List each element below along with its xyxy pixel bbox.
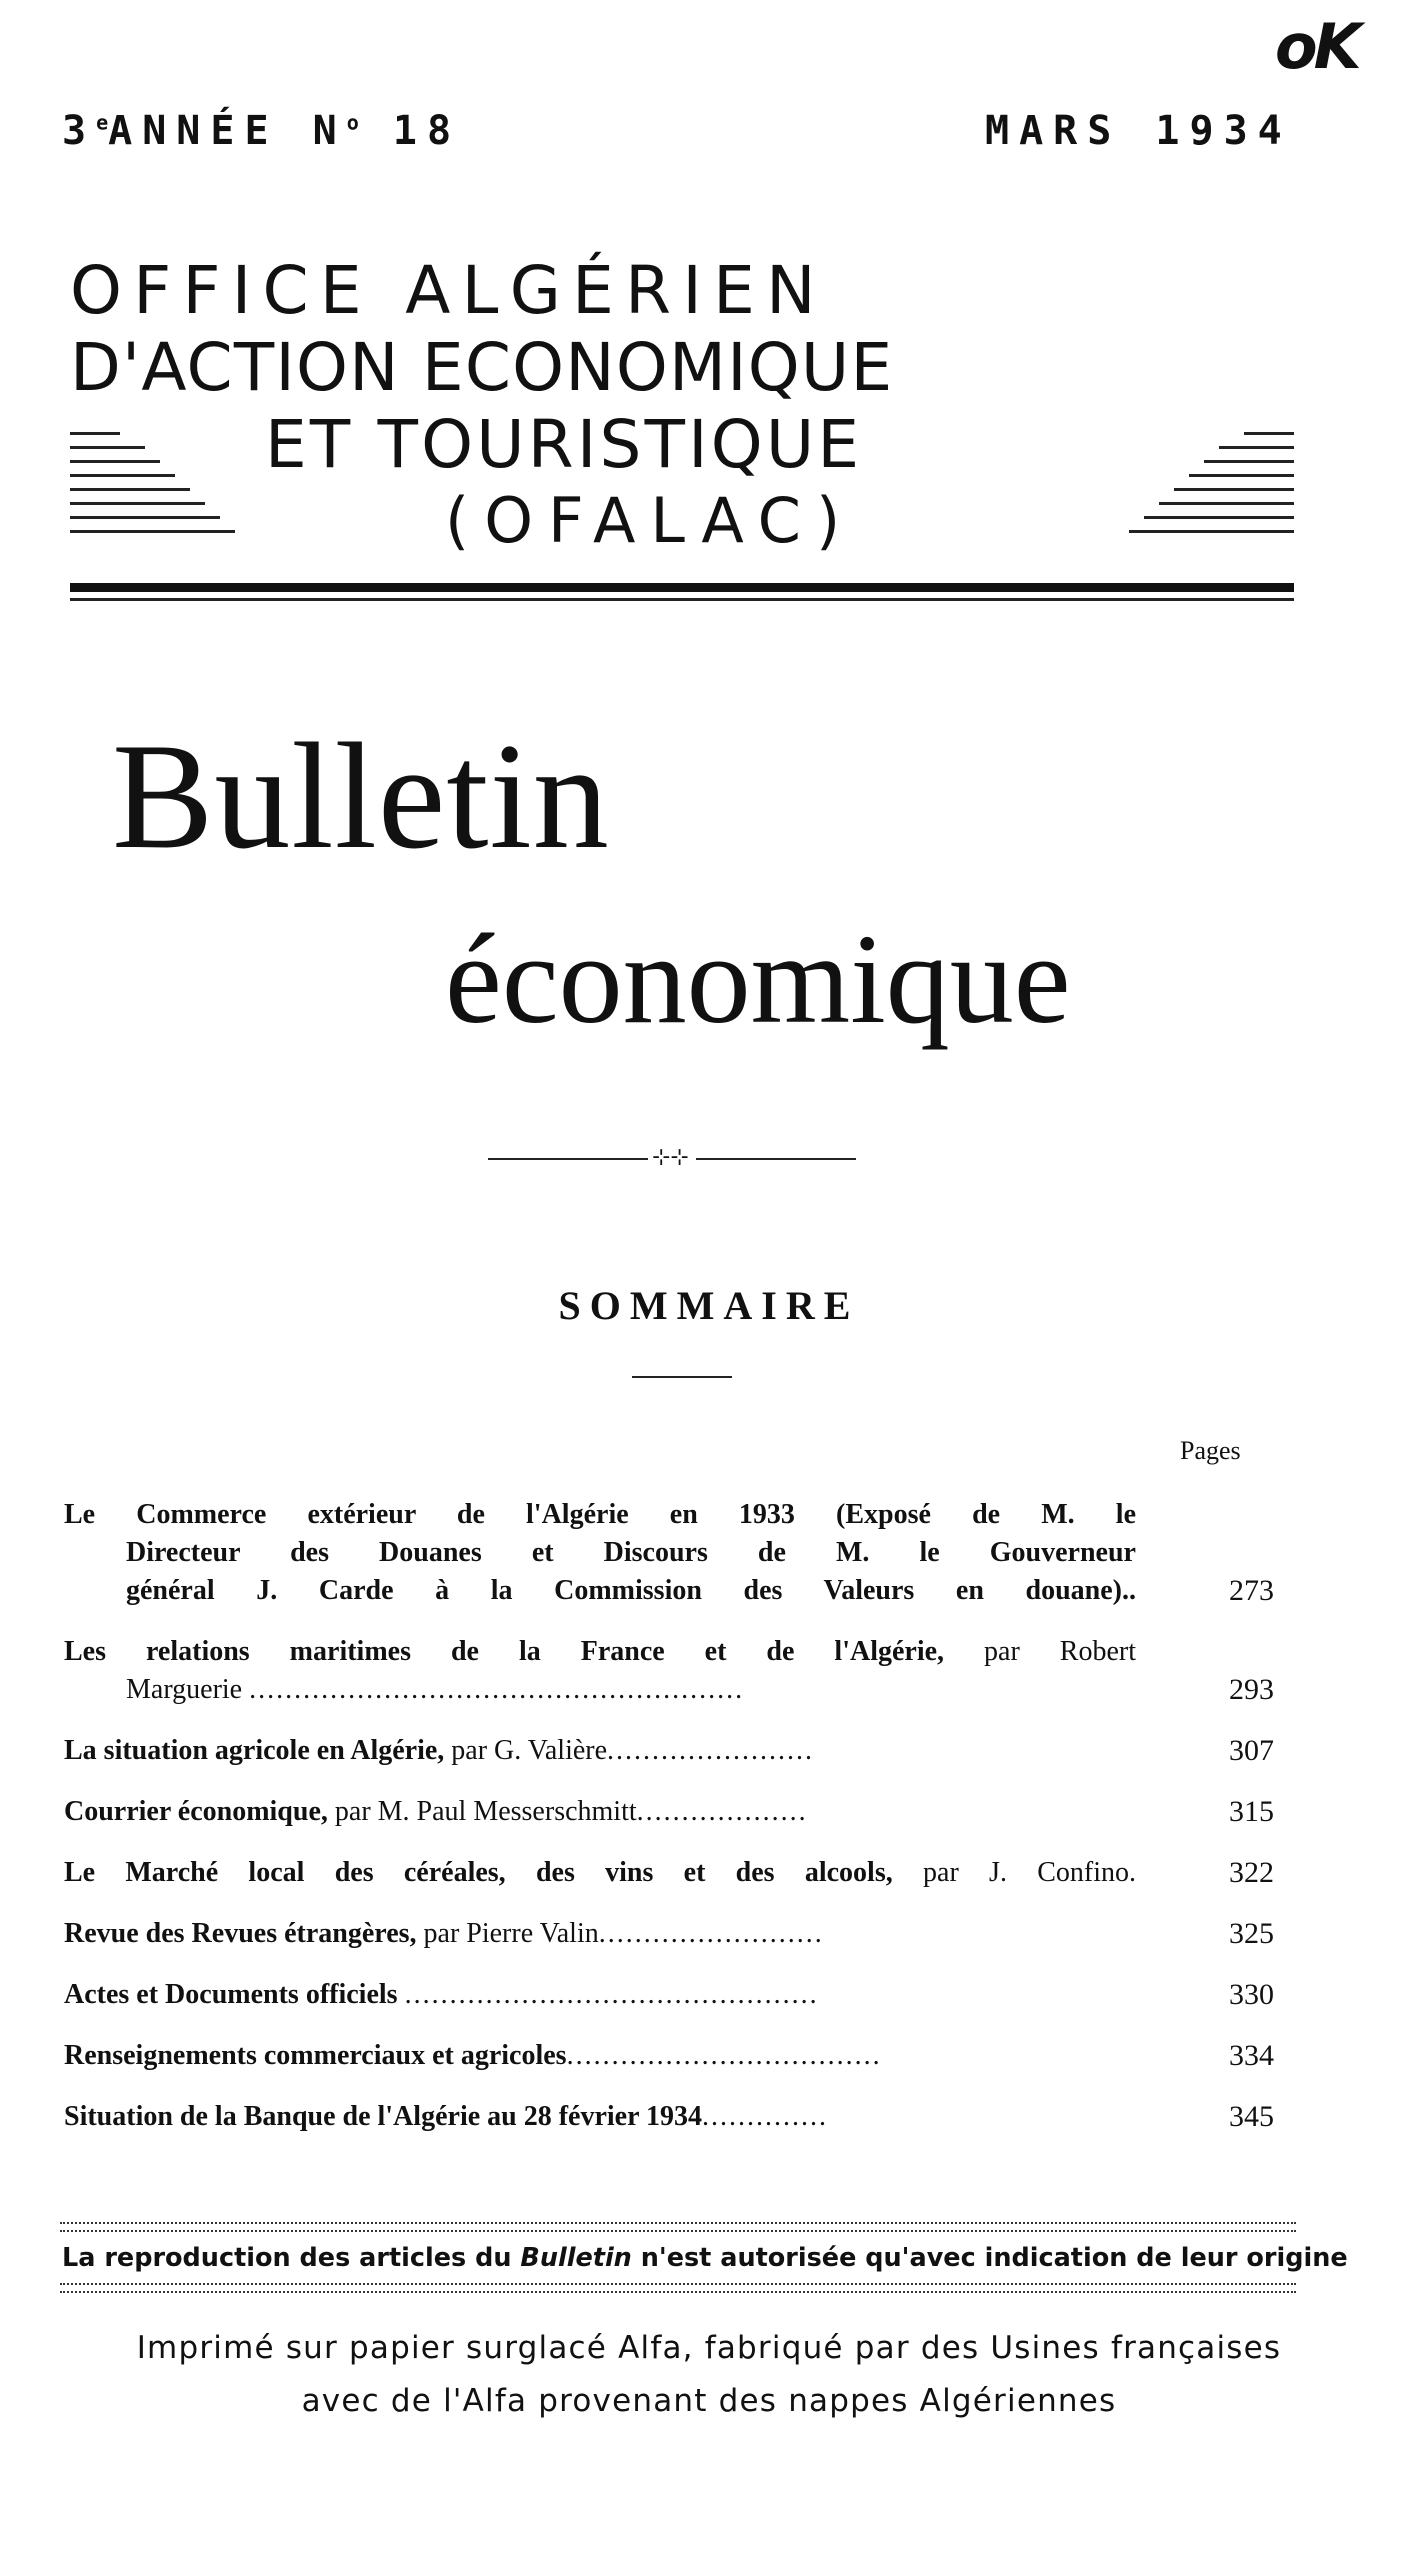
printing-note-line1: Imprimé sur papier surglacé Alfa, fabriqué par des Usines françaises (136, 2330, 1282, 2366)
right-rule-ornament (1114, 430, 1294, 560)
printing-note-line2: avec de l'Alfa provenant des nappes Algériennes (301, 2383, 1117, 2419)
issue-number (62, 108, 461, 154)
toc-entry-situation-agricole: La situation agricole en Algérie, par G. Valière....................... 307 (64, 1732, 1274, 1770)
toc-entry-title: Courrier économique, (64, 1796, 328, 1827)
toc-entry-title: La situation agricole en Algérie, (64, 1735, 445, 1766)
left-rule-ornament (70, 430, 250, 560)
toc-page-number: 345 (1229, 2100, 1274, 2133)
toc-entry-revue: Revue des Revues étrangères, par Pierre Valin......................... 325 (64, 1915, 1274, 1953)
issue-number-value: 18 (392, 108, 462, 154)
notice-bottom-rule (60, 2283, 1296, 2285)
toc-page-number: 315 (1229, 1795, 1274, 1828)
header-thin-divider (70, 598, 1294, 601)
notice-top-rule (60, 2222, 1296, 2224)
reproduction-notice (62, 2243, 1348, 2273)
toc-entry-actes: Actes et Documents officiels .............................................. 330 (64, 1976, 1274, 2014)
office-acronym: (OFALAC) (445, 484, 856, 557)
toc-entry-banque: Situation de la Banque de l'Algérie au 28 février 1934.............. 345 (64, 2098, 1274, 2136)
toc-entry-author: par M. Paul Messerschmitt (334, 1796, 637, 1827)
toc-entry-author: par G. Valière (451, 1735, 608, 1766)
toc-entry-author: par Pierre Valin (423, 1918, 599, 1949)
bulletin-title: Bulletin (112, 712, 610, 880)
toc-entry-author-cont: Marguerie (126, 1674, 243, 1705)
header-thick-divider (70, 583, 1294, 592)
issue-no-suffix: o (346, 110, 359, 135)
toc-entry-relations: Les relations maritimes de la France et de l'Algérie, par Robert Marguerie ....................................................... 293 (64, 1633, 1274, 1709)
toc-page-number: 330 (1229, 1978, 1274, 2011)
office-name-line1: OFFICE ALGÉRIEN (70, 252, 827, 329)
toc-page-number: 307 (1229, 1734, 1274, 1767)
ornament-glyph: ⊹⊹ (652, 1144, 689, 1169)
notice-text-start: La reproduction des articles du (62, 2243, 512, 2273)
toc-page-number: 293 (1229, 1673, 1274, 1706)
toc-entry-author: par Robert (984, 1636, 1136, 1667)
office-name-line3: ET TOURISTIQUE (265, 406, 863, 483)
notice-bulletin-italic: Bulletin (520, 2243, 632, 2273)
toc-entry-line: Directeur des Douanes et Discours de M. le Gouverneur (126, 1537, 1136, 1568)
notice-top-rule-2 (60, 2230, 1296, 2232)
toc-entry-line: Le Commerce extérieur de l'Algérie en 1933 (Exposé de M. le (64, 1499, 1136, 1530)
sommaire-underline (632, 1376, 732, 1378)
pages-column-label: Pages (1180, 1436, 1241, 1465)
economique-title: économique (445, 908, 1071, 1050)
ornament-left-line (488, 1158, 648, 1160)
issue-date: MARS 1934 (985, 108, 1292, 154)
toc-entry-author: par J. Confino. (923, 1857, 1136, 1888)
toc-entry-title: Renseignements commerciaux et agricoles (64, 2040, 567, 2071)
toc-entry-title: Les relations maritimes de la France et de l'Algérie, (64, 1636, 945, 1667)
notice-bottom-rule-2 (60, 2291, 1296, 2293)
issue-year-number: 3 (62, 108, 97, 154)
office-name-line2: D'ACTION ECONOMIQUE (70, 329, 894, 406)
table-of-contents (64, 1496, 1274, 2159)
toc-entry-title: Situation de la Banque de l'Algérie au 28 février 1934 (64, 2101, 703, 2132)
sommaire-heading: SOMMAIRE (558, 1283, 860, 1328)
toc-entry-title: Actes et Documents officiels (64, 1979, 398, 2010)
toc-page-number: 334 (1229, 2039, 1274, 2072)
toc-entry-line: général J. Carde à la Commission des Valeurs en douane).. (126, 1575, 1136, 1606)
toc-page-number: 273 (1229, 1574, 1274, 1607)
issue-year-suffix: e (96, 110, 109, 135)
toc-entry-title: Revue des Revues étrangères, (64, 1918, 417, 1949)
notice-text-end: n'est autorisée qu'avec indication de leur origine (640, 2243, 1348, 2273)
toc-entry-title: Le Marché local des céréales, des vins et des alcools, (64, 1857, 893, 1888)
issue-year-label: ANNÉE N (108, 108, 347, 154)
toc-entry-courrier: Courrier économique, par M. Paul Messerschmitt................... 315 (64, 1793, 1274, 1831)
toc-entry-commerce (64, 1496, 1274, 1610)
ornament-right-line (696, 1158, 856, 1160)
toc-entry-renseignements: Renseignements commerciaux et agricoles................................... 334 (64, 2037, 1274, 2075)
toc-page-number: 325 (1229, 1917, 1274, 1950)
toc-page-number: 322 (1229, 1856, 1274, 1889)
handwritten-ok-note: oK (1275, 10, 1358, 83)
toc-entry-marche (64, 1854, 1274, 1892)
